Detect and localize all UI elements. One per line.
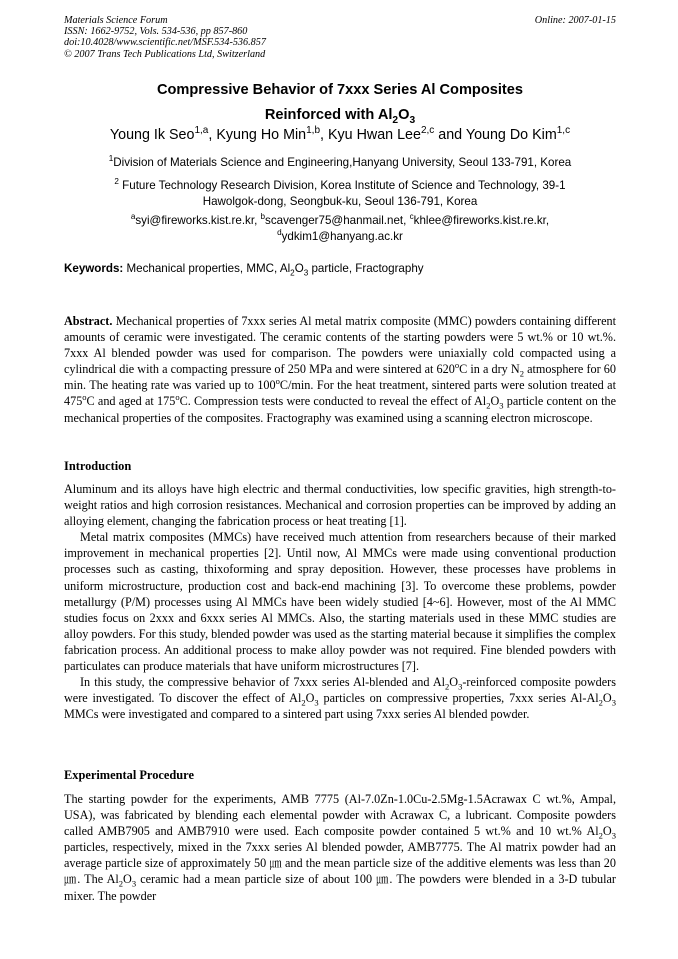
title-subscript: 3 [409, 114, 416, 126]
paragraph-text: In this study, the compressive behavior of 7xxx series Al-blended and Al [80, 675, 446, 690]
degree-mark: o [275, 376, 280, 387]
abstract-text: O [490, 394, 500, 409]
author-list [64, 127, 616, 143]
paper-title-line-2 [64, 107, 616, 126]
keywords-subscript: 3 [303, 268, 309, 278]
affiliation-text: Division of Materials Science and Engineering,Hanyang University, Seoul 133-791, Korea [113, 156, 572, 169]
abstract-label: Abstract. [64, 314, 113, 328]
introduction-body [64, 481, 616, 722]
experimental-body [64, 791, 616, 904]
paragraph: Metal matrix composites (MMCs) have received much attention from researchers because of their marked improvement in mechanical properties [2]. Until now, Al MMCs were made using conventional production processes such as casting, thixoforming and spray deposition. However, these processes have problems in uniform microstructure, production cost and back-end machining [3]. To overcome these problems, powder metallurgy (P/M) processes using Al MMCs have been widely studied [4~6]. However, most of the Al MMC studies focus on 2xxx and 6xxx series Al MMCs. Also, the starting materials used in these MMC studies are alloy powders. For this study, blended powder was used as the starting material because it simplifies the complex fabrication process. An additional process to make alloy powder was not required. Fine blended powders with particulates can produce materials that have uniform microstructures [7]. [64, 530, 616, 674]
paper-title-line-1: Compressive Behavior of 7xxx Series Al Composites [156, 82, 524, 98]
abstract-text: atmosphere for 60 min. The heating rate was varied up to 100 [64, 362, 616, 393]
affiliation-mark: 1 [108, 154, 114, 164]
paragraph-text: O [449, 675, 459, 690]
subscript: 3 [611, 830, 616, 841]
keywords-text: Mechanical properties, MMC, Al [123, 262, 291, 275]
affiliation-mark: 2 [114, 177, 119, 187]
paragraph [64, 674, 616, 722]
paragraph-text: ceramic had a mean particle size of about 100 ㎛. The powders were blended in a 3-D tubular mixer. The powder [64, 872, 616, 903]
subscript: 2 [486, 400, 491, 411]
title-subscript: 2 [392, 114, 399, 126]
affiliation-1 [64, 155, 616, 171]
abstract-text: C and aged at 175 [86, 394, 176, 409]
abstract-text: particle content on the mechanical properties of the composites. Fractography was examined using a scanning electron microscope. [64, 394, 616, 425]
subscript: 2 [118, 878, 124, 889]
online-date: Online: 2007-01-15 [534, 15, 616, 26]
email-mark: b [260, 212, 266, 222]
experimental-heading: Experimental Procedure [64, 768, 194, 782]
subscript: 2 [598, 697, 603, 708]
introduction-heading: Introduction [64, 459, 132, 473]
journal-name: Materials Science Forum [64, 15, 168, 26]
copyright: © 2007 Trans Tech Publications Ltd, Switzerland [64, 48, 266, 60]
author-name: and Young Do Kim [434, 127, 557, 143]
subscript: 2 [301, 697, 306, 708]
affiliation-text: Hawolgok-dong, Seongbuk-ku, Seoul 136-791, Korea [202, 195, 478, 208]
author-emails [64, 213, 616, 245]
journal-header [64, 15, 616, 60]
paragraph-text: O [602, 824, 612, 839]
email-address: syi@fireworks.kist.re.kr, [135, 214, 261, 227]
abstract [64, 313, 616, 426]
paragraph: Aluminum and its alloys have high electric and thermal conductivities, low specific gravities, high strength-to-weight ratios and high corrosion resistances. Mechanical and corrosion properties can be improved by adding an alloying element, changing the fabrication process or heat treating [1]. [64, 482, 616, 529]
paragraph-text: The starting powder for the experiments, AMB 7775 (Al-7.0Zn-1.0Cu-2.5Mg-1.5Acrawax C wt.%, Ampal, USA), was fabricated by blending each elemental powder with Acrawax C, a lubricant. Composite powders called AMB7905 and AMB7910 were used. Each composite powder contained 5 wt.% and 10 wt.% Al [64, 792, 616, 839]
paragraph-text: particles on compressive properties, 7xxx series Al-Al [318, 691, 599, 706]
abstract-text: C in a dry N [459, 362, 520, 377]
paragraph-text: particles, respectively, mixed in the 7xxx series Al blended powder, AMB7775. The Al matrix powder had an average particle size of approximately 50 ㎛ and the mean particle size of the additive elements was less than 20 ㎛. The Al [64, 840, 616, 887]
paragraph-text: O [123, 872, 132, 887]
author-name: , Kyu Hwan Lee [320, 127, 421, 143]
paragraph-text: -reinforced composite powders were investigated. To discover the effect of Al [64, 675, 616, 706]
author-affiliation-mark: 1,c [556, 125, 571, 137]
affiliation-2 [64, 178, 616, 210]
keywords-text: O [294, 262, 304, 275]
paragraph-text: O [305, 691, 315, 706]
subscript: 2 [445, 681, 450, 692]
affiliation-text: Future Technology Research Division, Korea Institute of Science and Technology, 39-1 [118, 179, 566, 192]
degree-mark: o [175, 392, 180, 403]
keywords-label: Keywords: [64, 262, 124, 275]
abstract-text: C/min. For the heat treatment, sintered parts were solution treated at 475 [64, 378, 616, 409]
subscript: 3 [131, 878, 137, 889]
paragraph-text: O [602, 691, 612, 706]
degree-mark: o [82, 392, 87, 403]
email-mark: d [277, 228, 282, 238]
subscript: 3 [314, 697, 319, 708]
issn: ISSN: 1662-9752, Vols. 534-536, pp 857-860 [64, 26, 248, 38]
paragraph-text: MMCs were investigated and compared to a sintered part using 7xxx series Al blended powder. [64, 707, 530, 722]
doi: doi:10.4028/www.scientific.net/MSF.534-536.857 [64, 37, 266, 49]
subscript: 2 [519, 368, 524, 379]
subscript: 3 [499, 400, 504, 411]
email-mark: c [409, 212, 414, 222]
degree-mark: o [454, 360, 460, 371]
title-text: O [398, 107, 410, 123]
email-mark: a [130, 212, 136, 222]
email-address: khlee@fireworks.kist.re.kr, [413, 214, 550, 227]
subscript: 2 [598, 830, 603, 841]
author-affiliation-mark: 1,b [306, 125, 321, 137]
email-address: scavenger75@hanmail.net, [265, 214, 410, 227]
subscript: 3 [611, 697, 616, 708]
email-address: ydkim1@hanyang.ac.kr [281, 230, 403, 243]
author-affiliation-mark: 1,a [194, 125, 209, 137]
keywords-subscript: 2 [290, 268, 295, 278]
abstract-text: Mechanical properties of 7xxx series Al metal matrix composite (MMC) powders containing different amounts of ceramic were investigated. The ceramic contents of the starting powders were 5 wt.% or 10 wt.%. 7xxx Al blended powder was used for comparison. The powders were uniaxially cold compacted using a cylindrical die with a compacting pressure of 250 MPa and were sintered at 620 [64, 314, 616, 377]
author-name: Young Ik Seo [109, 127, 195, 143]
author-affiliation-mark: 2,c [420, 125, 435, 137]
keywords [64, 262, 424, 278]
author-name: , Kyung Ho Min [208, 127, 307, 143]
subscript: 3 [458, 681, 463, 692]
abstract-text: C. Compression tests were conducted to reveal the effect of Al [179, 394, 487, 409]
keywords-text: particle, Fractography [308, 262, 424, 275]
title-text: Reinforced with Al [264, 107, 393, 123]
